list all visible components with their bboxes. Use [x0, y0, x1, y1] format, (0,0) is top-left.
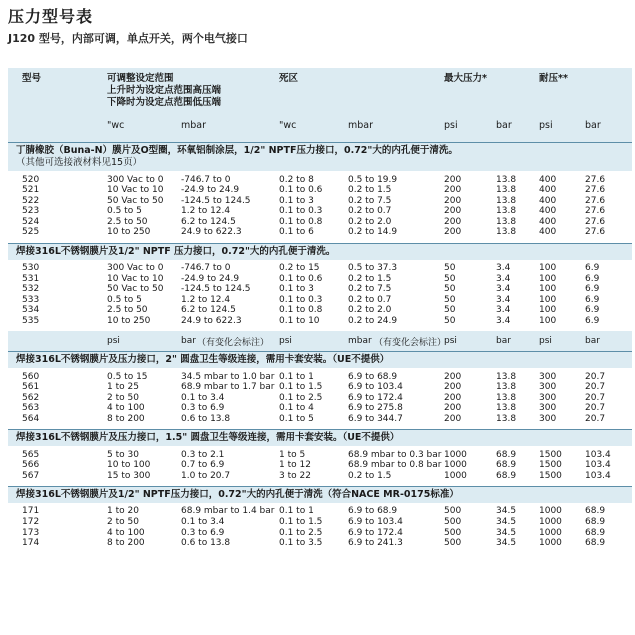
cell-range-wc: 300 Vac to 0 [107, 263, 164, 274]
cell-proof-psi: 400 [539, 227, 557, 238]
cell-range-mbar: 68.9 mbar to 1.4 bar [181, 506, 275, 517]
table-row [8, 306, 632, 317]
cell-maxp-bar: 3.4 [496, 305, 511, 316]
cell-maxp-psi: 200 [444, 382, 462, 393]
table-row [8, 471, 632, 482]
cell-proof-bar: 27.6 [585, 227, 606, 238]
unit-label: mbar [181, 120, 207, 131]
cell-deadband-wc: 1 to 12 [279, 460, 311, 471]
cell-deadband-wc: 0.1 to 10 [279, 316, 320, 327]
cell-range-mbar: 34.5 mbar to 1.0 bar [181, 371, 275, 382]
cell-model: 171 [22, 506, 40, 517]
cell-proof-psi: 300 [539, 371, 557, 382]
cell-deadband-wc: 0.1 to 3 [279, 284, 314, 295]
cell-model: 530 [22, 263, 40, 274]
cell-maxp-psi: 500 [444, 527, 462, 538]
cell-deadband-wc: 0.1 to 5 [279, 414, 314, 424]
unit-label: bar [496, 120, 512, 131]
section-title [8, 487, 632, 503]
cell-range-mbar: 0.1 to 3.4 [181, 516, 225, 527]
cell-deadband-wc: 0.1 to 3.5 [279, 538, 323, 549]
cell-range-wc: 2 to 50 [107, 516, 139, 527]
cell-maxp-bar: 13.8 [496, 392, 517, 403]
cell-model: 523 [22, 206, 40, 217]
col-deadband-header: 死区 [279, 73, 299, 84]
section-title-line: 焊接316L不锈钢膜片及压力接口，2" 圆盘卫生等级连接，需用卡套安装。（UE不提供） [16, 354, 390, 366]
cell-deadband-wc: 0.1 to 1.5 [279, 382, 323, 393]
cell-proof-bar: 27.6 [585, 216, 606, 227]
cell-deadband-mbar: 6.9 to 68.9 [348, 371, 398, 382]
table-row [8, 517, 632, 528]
cell-range-wc: 4 to 100 [107, 527, 145, 538]
cell-deadband-mbar: 68.9 mbar to 0.3 bar [348, 449, 442, 460]
table-row [8, 393, 632, 404]
table-row [8, 274, 632, 285]
cell-proof-bar: 6.9 [585, 305, 600, 316]
unit-label: bar [496, 336, 511, 347]
cell-proof-psi: 100 [539, 305, 557, 316]
cell-maxp-bar: 13.8 [496, 414, 517, 424]
cell-range-wc: 2.5 to 50 [107, 216, 148, 227]
cell-proof-psi: 1000 [539, 516, 562, 527]
cell-maxp-bar: 13.8 [496, 227, 517, 238]
cell-maxp-bar: 13.8 [496, 382, 517, 393]
unit-note: （有变化会标注） [374, 338, 447, 349]
section-title [8, 244, 632, 260]
cell-maxp-bar: 13.8 [496, 371, 517, 382]
table-row [8, 264, 632, 275]
cell-deadband-mbar: 0.2 to 2.0 [348, 216, 392, 227]
cell-model: 172 [22, 516, 40, 527]
cell-range-mbar: 1.0 to 20.7 [181, 470, 231, 481]
cell-proof-bar: 6.9 [585, 316, 600, 327]
cell-maxp-bar: 13.8 [496, 206, 517, 217]
table-row [8, 372, 632, 383]
cell-maxp-psi: 1000 [444, 470, 467, 481]
cell-range-mbar: 24.9 to 622.3 [181, 227, 242, 238]
cell-maxp-bar: 34.5 [496, 527, 517, 538]
cell-deadband-mbar: 68.9 mbar to 0.8 bar [348, 460, 442, 471]
section-title-line: 焊接316L不锈钢膜片及压力接口，1.5" 圆盘卫生等级连接，需用卡套安装。（UE不提供） [16, 432, 400, 444]
cell-proof-bar: 27.6 [585, 195, 606, 206]
col-proof-header: 耐压** [539, 73, 568, 84]
cell-proof-psi: 400 [539, 185, 557, 196]
cell-range-wc: 10 to 250 [107, 227, 151, 238]
cell-proof-psi: 400 [539, 174, 557, 185]
col-range-header-line3: 下降时为设定点范围低压端 [107, 97, 222, 108]
cell-deadband-mbar: 6.9 to 172.4 [348, 392, 403, 403]
cell-model: 534 [22, 305, 40, 316]
unit-note: （有变化会标注） [197, 338, 270, 349]
cell-proof-psi: 1000 [539, 527, 562, 538]
cell-proof-bar: 103.4 [585, 470, 611, 481]
cell-maxp-bar: 34.5 [496, 538, 517, 549]
cell-maxp-psi: 200 [444, 403, 462, 414]
cell-range-wc: 2 to 50 [107, 392, 139, 403]
unit-label: mbar [348, 336, 372, 347]
cell-model: 562 [22, 392, 40, 403]
cell-proof-psi: 300 [539, 403, 557, 414]
cell-range-mbar: 0.3 to 6.9 [181, 527, 225, 538]
cell-range-mbar: -746.7 to 0 [181, 174, 231, 185]
table-row [8, 461, 632, 472]
cell-proof-psi: 1500 [539, 460, 562, 471]
table-row [8, 186, 632, 197]
table-row [8, 404, 632, 415]
cell-deadband-wc: 0.1 to 2.5 [279, 392, 323, 403]
cell-model: 532 [22, 284, 40, 295]
cell-model: 564 [22, 414, 40, 424]
table-header [8, 68, 632, 142]
section-rows [8, 171, 632, 243]
unit-label: mbar [348, 120, 374, 131]
cell-deadband-mbar: 6.9 to 344.7 [348, 414, 403, 424]
cell-maxp-psi: 1000 [444, 460, 467, 471]
cell-maxp-psi: 200 [444, 174, 462, 185]
cell-proof-bar: 6.9 [585, 294, 600, 305]
cell-maxp-psi: 50 [444, 284, 456, 295]
unit-label: bar [181, 336, 196, 347]
cell-proof-psi: 1500 [539, 470, 562, 481]
cell-deadband-wc: 0.1 to 0.3 [279, 206, 323, 217]
section-rows [8, 503, 632, 553]
cell-maxp-bar: 13.8 [496, 216, 517, 227]
cell-proof-psi: 100 [539, 316, 557, 327]
cell-maxp-psi: 200 [444, 195, 462, 206]
cell-deadband-wc: 0.1 to 4 [279, 403, 314, 414]
cell-deadband-wc: 0.1 to 0.3 [279, 294, 323, 305]
cell-maxp-psi: 50 [444, 294, 456, 305]
cell-range-wc: 0.5 to 5 [107, 206, 142, 217]
cell-model: 535 [22, 316, 40, 327]
cell-range-wc: 5 to 30 [107, 449, 139, 460]
cell-proof-bar: 68.9 [585, 506, 606, 517]
cell-proof-bar: 103.4 [585, 460, 611, 471]
cell-model: 565 [22, 449, 40, 460]
cell-range-wc: 15 to 300 [107, 470, 151, 481]
cell-deadband-wc: 0.1 to 6 [279, 227, 314, 238]
cell-deadband-wc: 0.1 to 3 [279, 195, 314, 206]
table-row [8, 285, 632, 296]
page-subtitle: J120 型号，内部可调，单点开关，两个电气接口 [8, 32, 248, 45]
cell-deadband-wc: 0.1 to 1 [279, 506, 314, 517]
cell-maxp-psi: 200 [444, 206, 462, 217]
cell-proof-psi: 300 [539, 382, 557, 393]
cell-model: 563 [22, 403, 40, 414]
unit-row [8, 331, 632, 351]
cell-proof-bar: 27.6 [585, 174, 606, 185]
cell-range-mbar: -746.7 to 0 [181, 263, 231, 274]
section-rows [8, 260, 632, 332]
section-title-note: （其他可选接液材料见15页） [16, 157, 143, 168]
cell-model: 524 [22, 216, 40, 227]
cell-maxp-psi: 50 [444, 263, 456, 274]
cell-model: 533 [22, 294, 40, 305]
cell-proof-psi: 1000 [539, 506, 562, 517]
cell-proof-bar: 68.9 [585, 527, 606, 538]
cell-proof-bar: 6.9 [585, 284, 600, 295]
cell-model: 522 [22, 195, 40, 206]
table-row [8, 415, 632, 426]
cell-deadband-wc: 0.1 to 0.8 [279, 216, 323, 227]
cell-deadband-mbar: 0.2 to 0.7 [348, 206, 392, 217]
cell-proof-psi: 300 [539, 414, 557, 424]
section-sanitary-1-5in [8, 430, 632, 486]
cell-maxp-bar: 3.4 [496, 294, 511, 305]
cell-range-mbar: 6.2 to 124.5 [181, 216, 236, 227]
unit-label: psi [539, 120, 553, 131]
cell-maxp-psi: 200 [444, 392, 462, 403]
table-row [8, 196, 632, 207]
cell-range-wc: 0.5 to 5 [107, 294, 142, 305]
col-model-header: 型号 [22, 73, 42, 84]
section-title [8, 352, 632, 368]
unit-label: psi [539, 336, 552, 347]
cell-range-wc: 2.5 to 50 [107, 305, 148, 316]
cell-range-mbar: 0.3 to 6.9 [181, 403, 225, 414]
cell-maxp-psi: 50 [444, 316, 456, 327]
cell-maxp-psi: 200 [444, 414, 462, 424]
cell-proof-psi: 1500 [539, 449, 562, 460]
unit-label: "wc [107, 120, 125, 131]
cell-deadband-wc: 0.1 to 0.8 [279, 305, 323, 316]
cell-proof-psi: 100 [539, 294, 557, 305]
cell-proof-psi: 100 [539, 284, 557, 295]
cell-range-wc: 50 Vac to 50 [107, 284, 164, 295]
cell-maxp-psi: 50 [444, 273, 456, 284]
cell-range-wc: 1 to 25 [107, 382, 139, 393]
unit-label: psi [107, 336, 120, 347]
section-title-line: 焊接316L不锈钢膜片及1/2" NPTF压力接口，0.72"大的内孔便于清洗（符合NACE MR-0175标准） [16, 488, 459, 500]
table-row [8, 317, 632, 328]
unit-label: psi [444, 336, 457, 347]
table-row [8, 175, 632, 186]
cell-deadband-mbar: 0.2 to 1.5 [348, 470, 392, 481]
cell-maxp-bar: 68.9 [496, 470, 517, 481]
cell-range-mbar: 24.9 to 622.3 [181, 316, 242, 327]
cell-model: 174 [22, 538, 40, 549]
cell-range-mbar: 68.9 mbar to 1.7 bar [181, 382, 275, 393]
cell-range-wc: 10 Vac to 10 [107, 185, 164, 196]
cell-proof-bar: 27.6 [585, 185, 606, 196]
cell-maxp-bar: 13.8 [496, 403, 517, 414]
cell-range-wc: 8 to 200 [107, 538, 145, 549]
section-sanitary-2in [8, 352, 632, 429]
cell-proof-psi: 400 [539, 216, 557, 227]
cell-range-wc: 1 to 20 [107, 506, 139, 517]
cell-maxp-bar: 34.5 [496, 516, 517, 527]
cell-range-wc: 0.5 to 15 [107, 371, 148, 382]
unit-label: bar [585, 336, 600, 347]
cell-maxp-psi: 200 [444, 216, 462, 227]
cell-range-mbar: 0.6 to 13.8 [181, 538, 231, 549]
cell-deadband-mbar: 6.9 to 68.9 [348, 506, 398, 517]
col-range-header: 可调整设定范围 [107, 73, 174, 84]
cell-proof-bar: 20.7 [585, 392, 606, 403]
cell-proof-bar: 20.7 [585, 382, 606, 393]
section-316l-nptf [8, 244, 632, 332]
cell-maxp-bar: 3.4 [496, 316, 511, 327]
cell-maxp-psi: 50 [444, 305, 456, 316]
section-nace [8, 487, 632, 553]
cell-deadband-wc: 3 to 22 [279, 470, 311, 481]
cell-deadband-mbar: 0.5 to 19.9 [348, 174, 398, 185]
cell-proof-bar: 20.7 [585, 403, 606, 414]
cell-range-wc: 4 to 100 [107, 403, 145, 414]
cell-model: 567 [22, 470, 40, 481]
cell-range-mbar: 0.7 to 6.9 [181, 460, 225, 471]
cell-model: 525 [22, 227, 40, 238]
cell-range-wc: 10 to 100 [107, 460, 151, 471]
cell-range-wc: 10 Vac to 10 [107, 273, 164, 284]
cell-model: 173 [22, 527, 40, 538]
section-rows [8, 446, 632, 486]
section-title-line: 焊接316L不锈钢膜片及1/2" NPTF 压力接口，0.72"大的内孔便于清洗。 [16, 245, 336, 257]
cell-proof-psi: 100 [539, 263, 557, 274]
cell-deadband-wc: 0.1 to 2.5 [279, 527, 323, 538]
cell-maxp-bar: 13.8 [496, 185, 517, 196]
section-title [8, 430, 632, 446]
cell-model: 561 [22, 382, 40, 393]
cell-proof-psi: 400 [539, 195, 557, 206]
cell-range-mbar: 1.2 to 12.4 [181, 206, 231, 217]
table-row [8, 539, 632, 550]
table-row [8, 207, 632, 218]
cell-range-mbar: 0.6 to 13.8 [181, 414, 231, 424]
section-rows [8, 368, 632, 429]
cell-deadband-mbar: 6.9 to 241.3 [348, 538, 403, 549]
table-row [8, 507, 632, 518]
unit-label: "wc [279, 120, 297, 131]
cell-proof-psi: 400 [539, 206, 557, 217]
cell-proof-psi: 300 [539, 392, 557, 403]
cell-model: 560 [22, 371, 40, 382]
cell-proof-bar: 27.6 [585, 206, 606, 217]
unit-label: bar [585, 120, 601, 131]
cell-maxp-bar: 68.9 [496, 449, 517, 460]
cell-range-mbar: -24.9 to 24.9 [181, 185, 240, 196]
cell-proof-psi: 100 [539, 273, 557, 284]
cell-deadband-mbar: 0.2 to 2.0 [348, 305, 392, 316]
cell-deadband-mbar: 6.9 to 103.4 [348, 382, 403, 393]
cell-deadband-mbar: 0.5 to 37.3 [348, 263, 398, 274]
cell-maxp-psi: 1000 [444, 449, 467, 460]
cell-maxp-psi: 200 [444, 371, 462, 382]
cell-maxp-psi: 200 [444, 227, 462, 238]
cell-proof-bar: 68.9 [585, 538, 606, 549]
cell-deadband-mbar: 6.9 to 172.4 [348, 527, 403, 538]
cell-proof-bar: 6.9 [585, 273, 600, 284]
cell-maxp-bar: 34.5 [496, 506, 517, 517]
cell-deadband-wc: 0.1 to 1 [279, 371, 314, 382]
cell-range-wc: 10 to 250 [107, 316, 151, 327]
cell-model: 521 [22, 185, 40, 196]
cell-maxp-bar: 3.4 [496, 263, 511, 274]
page-title: 压力型号表 [8, 7, 94, 26]
cell-deadband-mbar: 0.2 to 1.5 [348, 185, 392, 196]
cell-maxp-psi: 200 [444, 185, 462, 196]
cell-proof-bar: 20.7 [585, 371, 606, 382]
table-row [8, 528, 632, 539]
cell-deadband-wc: 0.2 to 8 [279, 174, 314, 185]
cell-maxp-bar: 13.8 [496, 174, 517, 185]
unit-label: psi [444, 120, 458, 131]
col-range-header-line2: 上升时为设定点范围高压端 [107, 85, 222, 96]
cell-range-wc: 50 Vac to 50 [107, 195, 164, 206]
section-title-line: 丁腈橡胶（Buna-N）膜片及O型圈，环氧铝制涂层，1/2" NPTF压力接口，0.72"大的内孔便于清洗。 [16, 145, 458, 156]
table-row [8, 228, 632, 239]
cell-range-mbar: 6.2 to 124.5 [181, 305, 236, 316]
cell-maxp-psi: 500 [444, 506, 462, 517]
row-spacer [8, 549, 632, 553]
cell-deadband-wc: 0.2 to 15 [279, 263, 320, 274]
section-title [8, 143, 632, 171]
pressure-model-table [8, 68, 632, 553]
cell-range-mbar: 1.2 to 12.4 [181, 294, 231, 305]
cell-range-mbar: -124.5 to 124.5 [181, 195, 251, 206]
cell-maxp-psi: 500 [444, 516, 462, 527]
cell-deadband-wc: 0.1 to 0.6 [279, 185, 323, 196]
cell-maxp-bar: 13.8 [496, 195, 517, 206]
cell-deadband-mbar: 0.2 to 24.9 [348, 316, 398, 327]
cell-deadband-mbar: 0.2 to 7.5 [348, 284, 392, 295]
cell-maxp-psi: 500 [444, 538, 462, 549]
cell-proof-bar: 103.4 [585, 449, 611, 460]
cell-range-mbar: 0.1 to 3.4 [181, 392, 225, 403]
cell-maxp-bar: 3.4 [496, 273, 511, 284]
cell-proof-bar: 6.9 [585, 263, 600, 274]
cell-maxp-bar: 3.4 [496, 284, 511, 295]
cell-model: 566 [22, 460, 40, 471]
cell-range-mbar: -24.9 to 24.9 [181, 273, 240, 284]
table-row [8, 450, 632, 461]
cell-deadband-wc: 1 to 5 [279, 449, 306, 460]
cell-deadband-mbar: 6.9 to 103.4 [348, 516, 403, 527]
cell-deadband-wc: 0.1 to 1.5 [279, 516, 323, 527]
cell-range-mbar: -124.5 to 124.5 [181, 284, 251, 295]
cell-deadband-mbar: 6.9 to 275.8 [348, 403, 403, 414]
cell-proof-psi: 1000 [539, 538, 562, 549]
cell-deadband-mbar: 0.2 to 7.5 [348, 195, 392, 206]
table-row [8, 295, 632, 306]
cell-range-wc: 300 Vac to 0 [107, 174, 164, 185]
cell-range-wc: 8 to 200 [107, 414, 145, 424]
cell-model: 520 [22, 174, 40, 185]
unit-label: psi [279, 336, 292, 347]
section-buna [8, 143, 632, 243]
cell-deadband-mbar: 0.2 to 0.7 [348, 294, 392, 305]
cell-proof-bar: 68.9 [585, 516, 606, 527]
cell-model: 531 [22, 273, 40, 284]
table-row [8, 217, 632, 228]
table-row [8, 383, 632, 394]
cell-deadband-mbar: 0.2 to 1.5 [348, 273, 392, 284]
cell-deadband-wc: 0.1 to 0.6 [279, 273, 323, 284]
cell-proof-bar: 20.7 [585, 414, 606, 424]
cell-maxp-bar: 68.9 [496, 460, 517, 471]
col-maxp-header: 最大压力* [444, 73, 487, 84]
cell-deadband-mbar: 0.2 to 14.9 [348, 227, 398, 238]
cell-range-mbar: 0.3 to 2.1 [181, 449, 225, 460]
